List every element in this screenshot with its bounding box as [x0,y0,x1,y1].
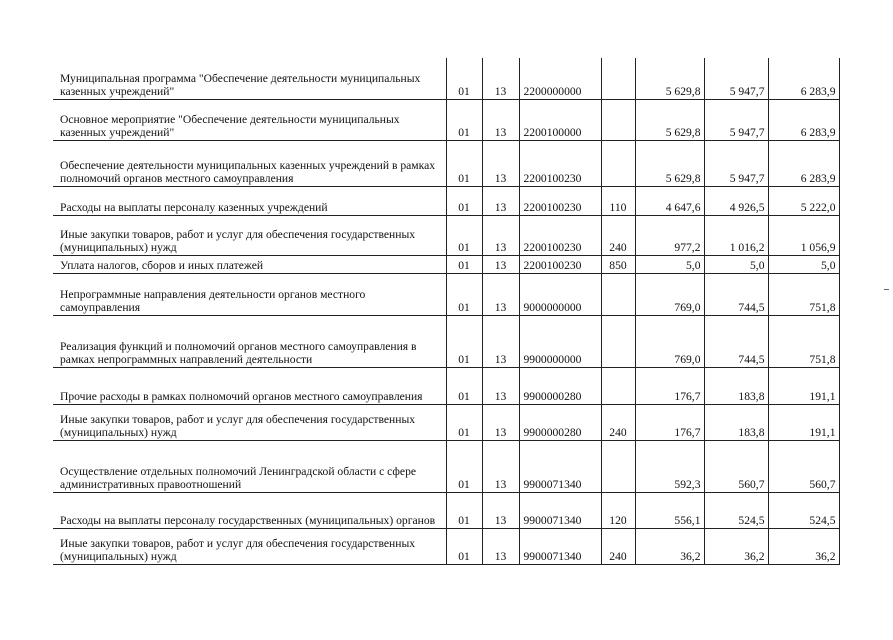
section-code: 01 [446,492,482,528]
table-row [53,273,839,315]
target-code: 2200000000 [519,58,601,99]
target-code: 2200100000 [519,99,601,140]
amount-year-2: 183,8 [704,404,768,440]
section-code: 01 [446,404,482,440]
expense-type-code [601,367,635,404]
expense-type-code [601,99,635,140]
expense-type-code: 240 [601,528,635,564]
target-code: 2200100230 [519,140,601,186]
row-name: Иные закупки товаров, работ и услуг для обеспечения государственных (муниципальных) нужд [53,215,446,255]
section-code: 01 [446,140,482,186]
amount-year-1: 176,7 [635,404,704,440]
amount-year-1: 176,7 [635,367,704,404]
amount-year-1: 5 629,8 [635,58,704,99]
target-code: 9900071340 [519,528,601,564]
amount-year-1: 977,2 [635,215,704,255]
row-name: Иные закупки товаров, работ и услуг для обеспечения государственных (муниципальных) нужд [53,404,446,440]
amount-year-3: 5 222,0 [768,186,839,215]
amount-year-1: 592,3 [635,440,704,492]
target-code: 9900071340 [519,492,601,528]
table-row [53,440,839,492]
row-name: Расходы на выплаты персоналу государственных (муниципальных) органов [53,492,446,528]
expense-type-code [601,58,635,99]
table-row [53,99,839,140]
amount-year-2: 744,5 [704,315,768,367]
target-code: 9900000280 [519,404,601,440]
section-code: 01 [446,367,482,404]
amount-year-2: 524,5 [704,492,768,528]
table-row [53,255,839,273]
expense-type-code: 110 [601,186,635,215]
subsection-code: 13 [482,186,519,215]
amount-year-2: 183,8 [704,367,768,404]
amount-year-3: 751,8 [768,273,839,315]
subsection-code: 13 [482,492,519,528]
table-row [53,528,839,564]
amount-year-2: 36,2 [704,528,768,564]
expense-type-code [601,440,635,492]
section-code: 01 [446,99,482,140]
expense-type-code [601,273,635,315]
subsection-code: 13 [482,367,519,404]
amount-year-3: 6 283,9 [768,58,839,99]
row-name: Осуществление отдельных полномочий Ленинградской области с сфере административных правоотношений [53,440,446,492]
section-code: 01 [446,273,482,315]
amount-year-2: 744,5 [704,273,768,315]
amount-year-2: 5 947,7 [704,58,768,99]
subsection-code: 13 [482,58,519,99]
amount-year-3: 36,2 [768,528,839,564]
row-name: Муниципальная программа "Обеспечение деятельности муниципальных казенных учреждений" [53,58,446,99]
row-name: Прочие расходы в рамках полномочий органов местного самоуправления [53,367,446,404]
section-code: 01 [446,186,482,215]
row-name: Обеспечение деятельности муниципальных казенных учреждений в рамках полномочий органов местного самоуправления [53,140,446,186]
subsection-code: 13 [482,440,519,492]
table-row [53,492,839,528]
target-code: 2200100230 [519,215,601,255]
section-code: 01 [446,315,482,367]
amount-year-3: 6 283,9 [768,140,839,186]
amount-year-3: 1 056,9 [768,215,839,255]
amount-year-1: 769,0 [635,273,704,315]
expense-type-code: 850 [601,255,635,273]
amount-year-1: 36,2 [635,528,704,564]
amount-year-3: 524,5 [768,492,839,528]
row-name: Непрограммные направления деятельности органов местного самоуправления [53,273,446,315]
amount-year-2: 560,7 [704,440,768,492]
amount-year-3: 5,0 [768,255,839,273]
subsection-code: 13 [482,140,519,186]
amount-year-1: 769,0 [635,315,704,367]
row-name: Основное мероприятие "Обеспечение деятельности муниципальных казенных учреждений" [53,99,446,140]
subsection-code: 13 [482,273,519,315]
row-name: Иные закупки товаров, работ и услуг для обеспечения государственных (муниципальных) нужд [53,528,446,564]
amount-year-2: 5 947,7 [704,99,768,140]
table-row [53,404,839,440]
row-name: Расходы на выплаты персоналу казенных учреждений [53,186,446,215]
amount-year-2: 1 016,2 [704,215,768,255]
section-code: 01 [446,215,482,255]
amount-year-1: 4 647,6 [635,186,704,215]
table-row [53,367,839,404]
table-row [53,215,839,255]
target-code: 9900000280 [519,367,601,404]
amount-year-3: 560,7 [768,440,839,492]
section-code: 01 [446,528,482,564]
subsection-code: 13 [482,99,519,140]
amount-year-3: 191,1 [768,404,839,440]
expense-type-code: 240 [601,215,635,255]
row-name: Уплата налогов, сборов и иных платежей [53,255,446,273]
table-row [53,315,839,367]
expense-type-code [601,140,635,186]
section-code: 01 [446,255,482,273]
amount-year-2: 5 947,7 [704,140,768,186]
amount-year-2: 5,0 [704,255,768,273]
amount-year-3: 6 283,9 [768,99,839,140]
amount-year-2: 4 926,5 [704,186,768,215]
subsection-code: 13 [482,215,519,255]
subsection-code: 13 [482,315,519,367]
table-row [53,186,839,215]
target-code: 9900071340 [519,440,601,492]
subsection-code: 13 [482,528,519,564]
table-row [53,140,839,186]
subsection-code: 13 [482,255,519,273]
table-row [53,58,839,99]
row-name: Реализация функций и полномочий органов местного самоуправления в рамках непрограммных направлений деятельности [53,315,446,367]
target-code: 2200100230 [519,255,601,273]
amount-year-1: 5 629,8 [635,99,704,140]
scan-mark [884,289,889,290]
expense-type-code [601,315,635,367]
target-code: 9000000000 [519,273,601,315]
amount-year-1: 5,0 [635,255,704,273]
amount-year-1: 5 629,8 [635,140,704,186]
amount-year-3: 751,8 [768,315,839,367]
target-code: 2200100230 [519,186,601,215]
section-code: 01 [446,440,482,492]
target-code: 9900000000 [519,315,601,367]
budget-table [53,58,840,565]
amount-year-3: 191,1 [768,367,839,404]
subsection-code: 13 [482,404,519,440]
amount-year-1: 556,1 [635,492,704,528]
expense-type-code: 240 [601,404,635,440]
section-code: 01 [446,58,482,99]
expense-type-code: 120 [601,492,635,528]
